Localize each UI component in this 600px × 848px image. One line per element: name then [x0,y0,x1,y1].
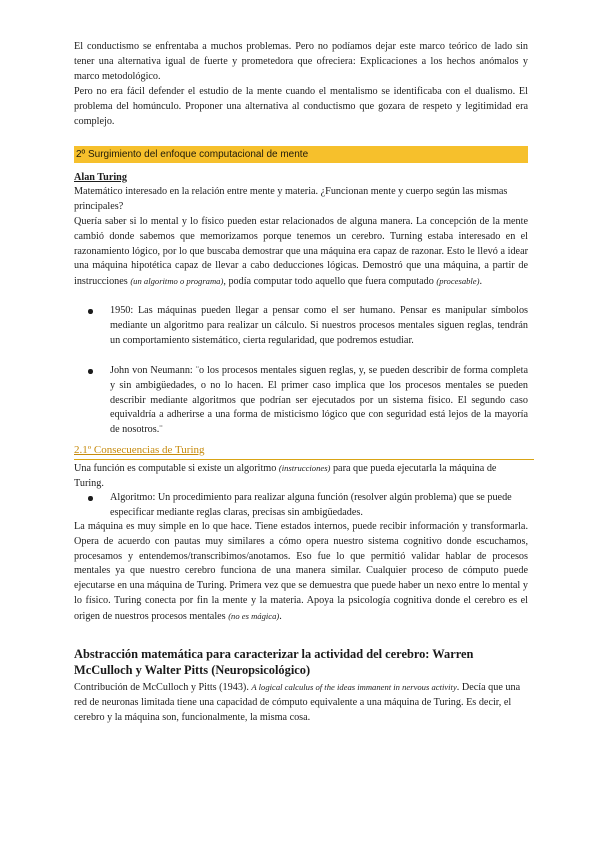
computable-paragraph [74,461,528,492]
mcculloch-text-b: . Decía que una red de neuronas limitada tiene una capacidad de cómputo equivalente a una máquina de Turing. Es decir, el cerebro y la máquina son, funcionalmente, la misma cosa. [74,682,521,723]
section-2-1-heading [74,443,534,460]
turing-paragraph-italic-a: (un algoritmo o programa) [130,276,224,287]
machine-text-b: . [279,610,282,622]
bullet-von-neumann: John von Neumann: ¨o los procesos mentales siguen reglas, y, se pueden describir de forma completa y sin ambigüedades, o no lo hacen. El primer caso implica que los procesos mentales se pueden describir mediante algoritmos que podrían ser ejecutados por un sistema físico. El segundo caso equivaldría a adherirse a una forma de misticismo lógico que con seguridad está lejos de la mayoría de nosotros.¨ [110,365,528,436]
computable-text-a: Una función es computable si existe un algoritmo [74,463,279,474]
section-3-title: Abstracción matemática para caracterizar la actividad del cerebro: Warren McCulloch y Walter Pitts (Neuropsicológico) [74,647,474,677]
mcculloch-text-a: Contribución de McCulloch y Pitts (1943). [74,682,252,693]
machine-italic: (no es mágica) [228,610,280,621]
turing-paragraph-text-a: Quería saber si lo mental y lo físico pueden estar relacionados de alguna manera. La concepción de la mente cambió donde sabemos que memorizamos porque tenemos un cerebro. Turning estaba interesado en el razonamiento lógico, por lo que buscaba demostrar que una máquina era capaz de razonar. Esto le llevó a idear una máquina hipotética capaz de llevar a cabo deducciones lógicas. Demostró que una máquina, a partir de instrucciones [74,216,528,288]
computable-italic: (instrucciones) [278,463,331,473]
machine-paragraph [74,520,528,625]
section-2-1-title: 2.1º Consecuencias de Turing [74,444,205,456]
computable-text-b: para que pueda ejecutarla la máquina de Turing. [74,463,497,489]
turing-paragraph-italic-b: (procesable) [436,276,480,287]
intro-paragraph-1: El conductismo se enfrentaba a muchos problemas. Pero no podíamos dejar este marco teórico de lado sin tener una alternativa igual de fuerte y prometedora que ofreciera: Explicaciones a los hechos anómalos y marco metodológico. [74,41,528,82]
bullet-algoritmo: Algoritmo: Un procedimiento para realizar alguna función (resolver algún problema) que se puede especificar mediante reglas claras, precisas sin ambigüedades. [110,492,512,518]
mcculloch-italic: A logical calculus of the ideas immanent in nervous activity [251,682,457,692]
section-2-title: 2º Surgimiento del enfoque computacional de mente [76,149,309,160]
turing-heading: Alan Turing [74,172,127,183]
turing-paragraph [74,215,528,290]
machine-text-a: La máquina es muy simple en lo que hace. Tiene estados internos, puede recibir información y transformarla. Opera de acuerdo con pautas muy similares a cómo opera nuestro sistema cognitivo donde escuchamos, procesamos y entendemos/transcribimos/anotamos. Eso fue lo que permitió validar hablar de procesos mentales ya que nuestro cerebro funciona de una manera similar. Cualquier proceso de cómputo puede ejecutarse en una máquina de Turing. Primera vez que se demuestra que puede haber un nexo entre lo mental y lo físico. Turing conecta por fin la mente y la materia. Apoya la psicología cognitiva donde el cerebro es el origen de nuestros procesos mentales [74,521,528,622]
turing-paragraph-text-b: , podía computar todo aquello que fuera computado [223,276,437,288]
section-heading-highlight [74,146,528,163]
turing-intro: Matemático interesado en la relación entre mente y materia. ¿Funcionan mente y cuerpo según las mismas principales? [74,186,508,212]
intro-paragraph-2: Pero no era fácil defender el estudio de la mente cuando el mentalismo se identificaba con el dualismo. El problema del homúnculo. Proponer una alternativa al conductismo que gozara de respeto y legitimidad era complejo. [74,86,528,127]
turing-heading-line [74,171,528,186]
bullet-1950: 1950: Las máquinas pueden llegar a pensar como el ser humano. Pensar es manipular símbolos mediante un algoritmo para realizar un cálculo. Si nuestros procesos mentales siguen reglas, tendrán un comportamiento sistemático, cierta regularidad, que podremos estudiar. [110,305,528,346]
mcculloch-paragraph [74,680,528,725]
turing-paragraph-text-c: . [479,276,483,288]
